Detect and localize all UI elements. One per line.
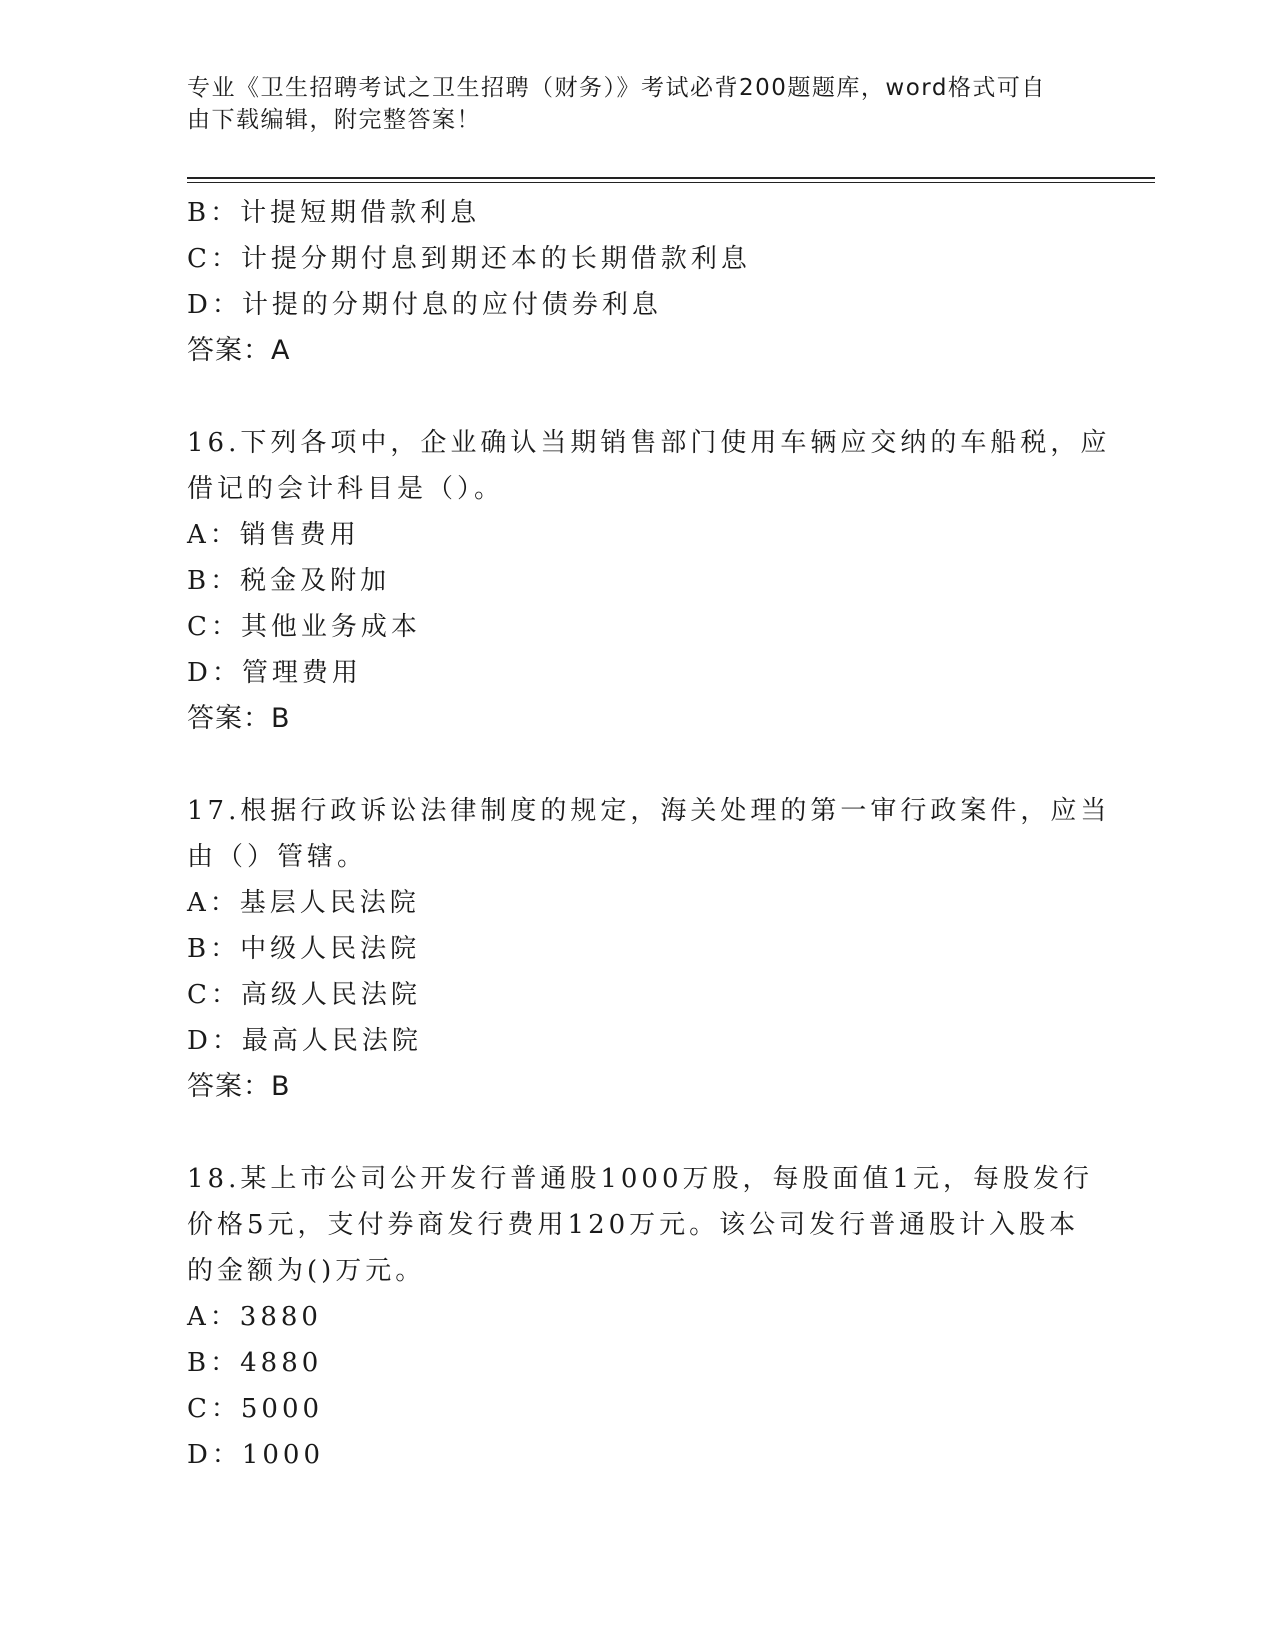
question-18: [187, 1156, 1094, 1478]
question-stem-line: 16.下列各项中，企业确认当期销售部门使用车辆应交纳的车船税，应: [187, 428, 1111, 458]
header-divider-thin: [187, 182, 1155, 183]
question-17: [187, 788, 1111, 1110]
question-stem-line: 18.某上市公司公开发行普通股1000万股，每股面值1元，每股发行: [187, 1164, 1094, 1194]
answer: 答案：A: [187, 335, 291, 366]
option-d: D：计提的分期付息的应付债券利息: [187, 290, 662, 320]
question-stem-line: 的金额为()万元。: [187, 1256, 426, 1286]
option-b: B：税金及附加: [187, 566, 391, 596]
option-a: A：基层人民法院: [187, 888, 420, 918]
question-15: [187, 190, 1087, 374]
spacer: [187, 374, 1087, 420]
option-d: D：1000: [187, 1440, 325, 1470]
question-list: [187, 190, 1111, 1478]
option-b: B：4880: [187, 1348, 323, 1378]
option-d: D：管理费用: [187, 658, 362, 688]
header-divider-thick: [187, 177, 1155, 179]
option-b: B：中级人民法院: [187, 934, 421, 964]
option-d: D：最高人民法院: [187, 1026, 422, 1056]
question-stem-line: 由（）管辖。: [187, 842, 368, 872]
header-line-2: 由下载编辑，附完整答案！: [187, 107, 481, 133]
spacer: [187, 742, 1087, 788]
answer: 答案：B: [187, 703, 291, 734]
option-a: A：3880: [187, 1302, 322, 1332]
question-stem-line: 17.根据行政诉讼法律制度的规定，海关处理的第一审行政案件，应当: [187, 796, 1111, 826]
question-stem-line: 借记的会计科目是（）。: [187, 474, 505, 504]
option-c: C：计提分期付息到期还本的长期借款利息: [187, 244, 751, 274]
option-c: C：高级人民法院: [187, 980, 421, 1010]
option-c: C：其他业务成本: [187, 612, 421, 642]
option-c: C：5000: [187, 1394, 324, 1424]
header-line-1: 专业《卫生招聘考试之卫生招聘（财务）》考试必背200题题库，word格式可自: [187, 75, 1046, 101]
spacer: [187, 1110, 1087, 1156]
option-a: A：销售费用: [187, 520, 360, 550]
document-header: [187, 72, 1067, 136]
question-16: [187, 420, 1111, 742]
answer: 答案：B: [187, 1071, 291, 1102]
question-stem-line: 价格5元，支付券商发行费用120万元。该公司发行普通股计入股本: [187, 1210, 1080, 1240]
option-b: B：计提短期借款利息: [187, 198, 481, 228]
